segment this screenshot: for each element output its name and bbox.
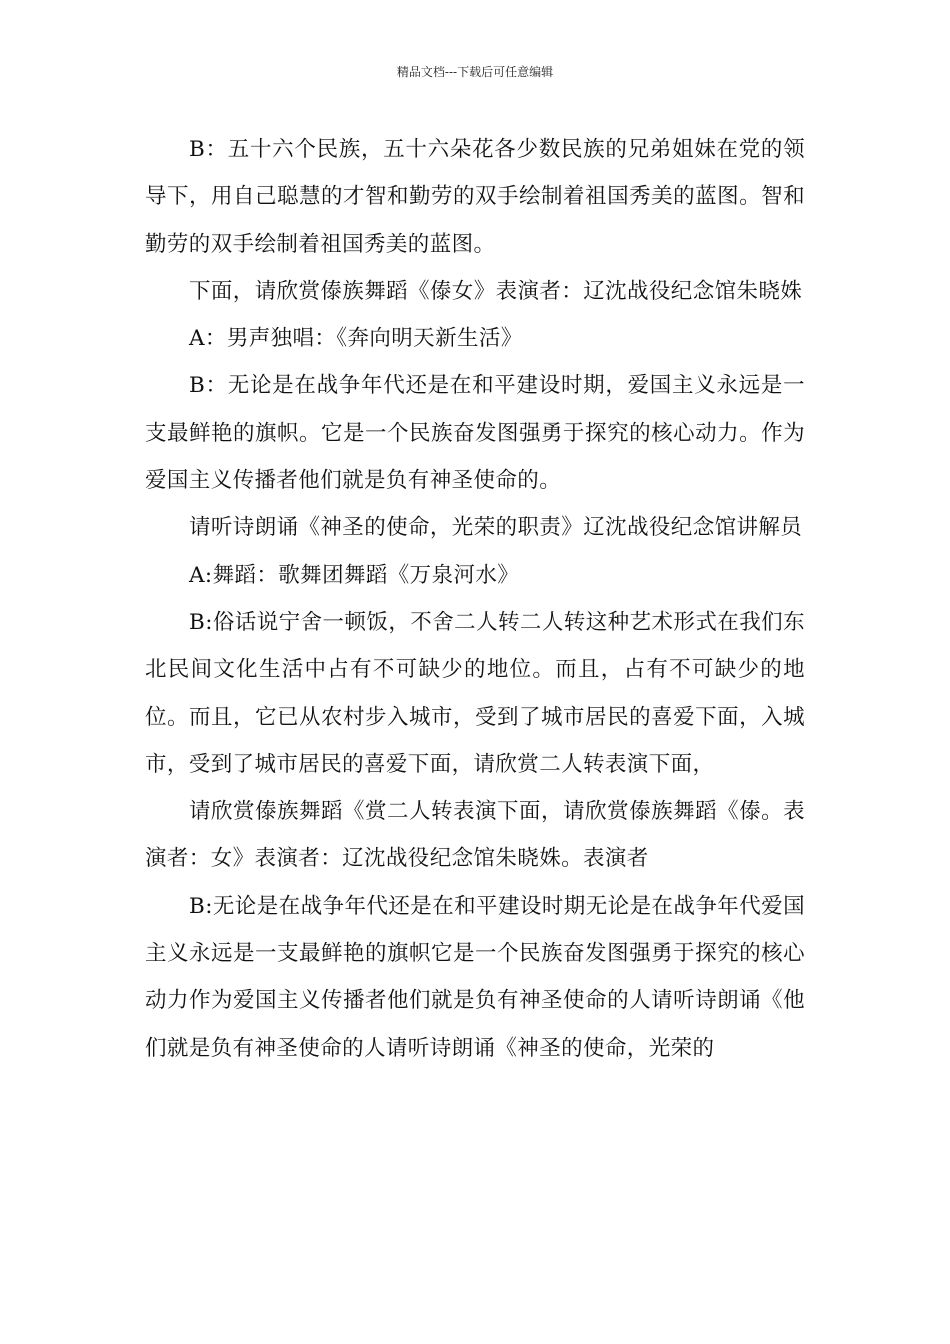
paragraph: A:舞蹈：歌舞团舞蹈《万泉河水》 <box>189 562 520 588</box>
paragraph: B:无论是在战争年代还是在和平建设时期无论是在战争年代爱国主义永远是一支最鲜艳的旗帜它是一个民族奋发图强勇于探究的核心动力作为爱国主义传播者他们就是负有神圣使命的人请听诗朗诵《他们就是负有神圣使命的人请听诗朗诵《神圣的使命，光荣的 <box>145 893 805 1061</box>
paragraph: 请欣赏傣族舞蹈《赏二人转表演下面，请欣赏傣族舞蹈《傣。表演者：女》表演者：辽沈战役纪念馆朱晓姝。表演者 <box>145 799 805 872</box>
page-header: 精品文档---下载后可任意编辑 <box>396 65 554 79</box>
document-body <box>145 126 805 1072</box>
paragraph: 请听诗朗诵《神圣的使命，光荣的职责》辽沈战役纪念馆讲解员 <box>189 515 803 541</box>
paragraph: 下面，请欣赏傣族舞蹈《傣女》表演者：辽沈战役纪念馆朱晓姝 <box>189 278 803 304</box>
paragraph: B:俗话说宁舍一顿饭，不舍二人转二人转这种艺术形式在我们东北民间文化生活中占有不可缺少的地位。而且，占有不可缺少的地位。而且，它已从农村步入城市，受到了城市居民的喜爱下面，入城市，受到了城市居民的喜爱下面，请欣赏二人转表演下面， <box>145 609 805 777</box>
paragraph: B：五十六个民族，五十六朵花各少数民族的兄弟姐妹在党的领导下，用自己聪慧的才智和勤劳的双手绘制着祖国秀美的蓝图。智和勤劳的双手绘制着祖国秀美的蓝图。 <box>145 137 805 257</box>
paragraph: A：男声独唱：《奔向明天新生活》 <box>189 326 523 352</box>
paragraph: B：无论是在战争年代还是在和平建设时期，爱国主义永远是一支最鲜艳的旗帜。它是一个民族奋发图强勇于探究的核心动力。作为爱国主义传播者他们就是负有神圣使命的。 <box>145 373 805 494</box>
